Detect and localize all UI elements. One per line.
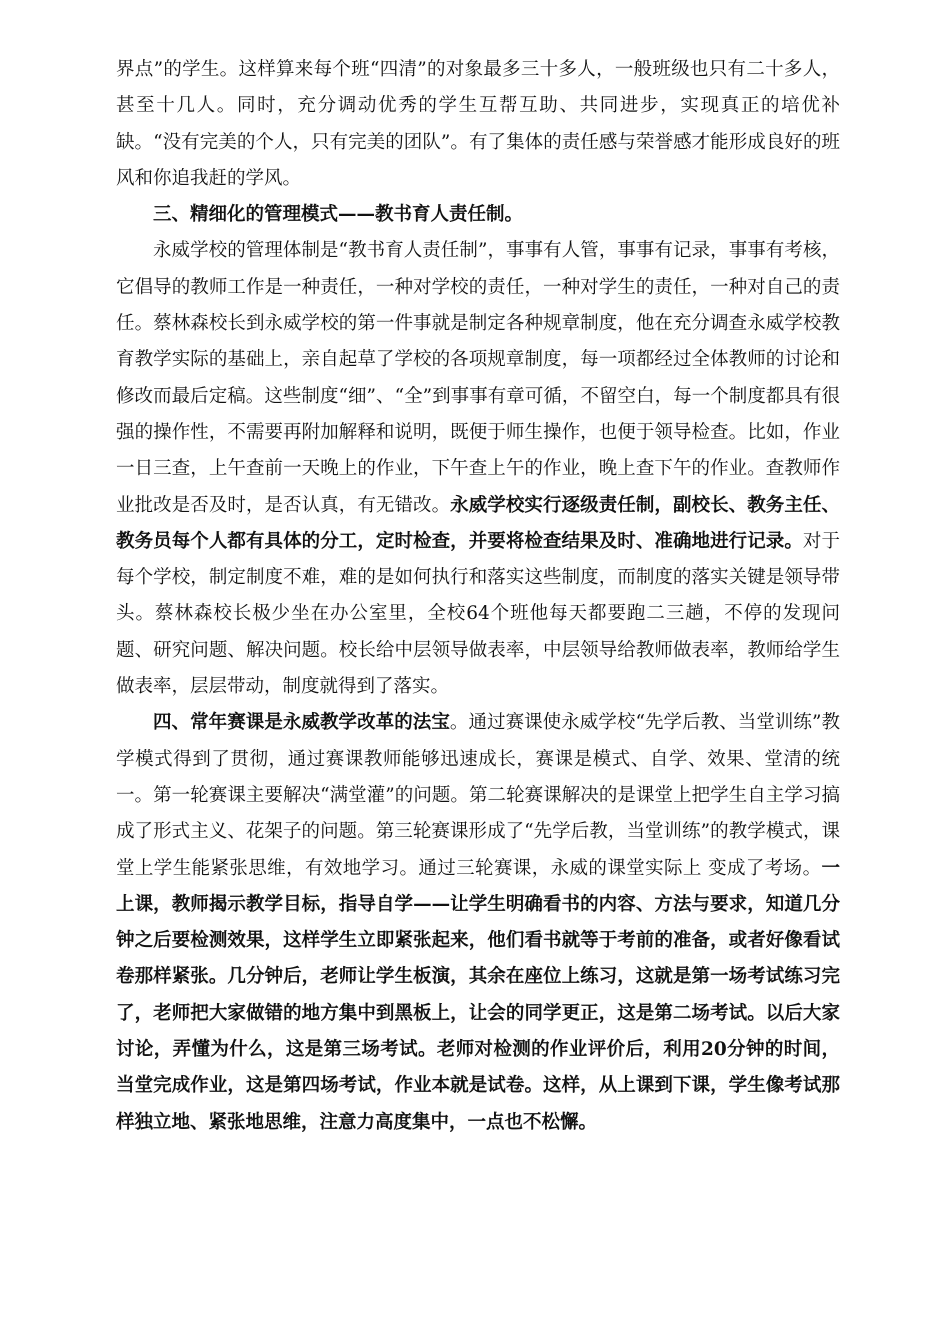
paragraph-continuation [116, 52, 840, 197]
document-page [116, 52, 840, 1141]
paragraph-text: 界点”的学生。这样算来每个班“四清”的对象最多三十多人，一般班级也只有二十多人，甚至十几人。同时，充分调动优秀的学生互帮互助、共同进步，实现真正的培优补缺。“没有完美的个人，只有完美的团队”。有了集体的责任感与荣誉感才能形成良好的班风和你追我赶的学风。 [116, 59, 840, 189]
paragraph-contest [116, 705, 840, 1141]
bold-text: 永威学校实行逐级责任制，副校长、教务主任、教务员每个人都有具体的分工，定时检查，并要将检查结果及时、准确地进行记录。 [116, 494, 840, 552]
bold-text: 一上课，教师揭示教学目标，指导自学——让学生明确看书的内容、方法与要求，知道几分钟之后要检测效果，这样学生立即紧张起来，他们看书就等于考前的准备，或者好像看试卷那样紧张。几分钟后，老师让学生板演，其余在座位上练习，这就是第一场考试练习完了，老师把大家做错的地方集中到黑板上，让会的同学更正，这是第二场考试。以后大家讨论，弄懂为什么，这是第三场考试。老师对检测的作业评价后，利用20分钟的时间，当堂完成作业，这是第四场考试，作业本就是试卷。这样，从上课到下课，学生像考试那样独立地、紧张地思维，注意力高度集中，一点也不松懈。 [116, 857, 840, 1133]
section-heading-3: 三、精细化的管理模式——教书育人责任制。 [153, 204, 524, 226]
section-heading-4: 四、常年赛课是永威教学改革的法宝 [153, 712, 450, 734]
paragraph-text: 。通过赛课使永威学校“先学后教、当堂训练”教学模式得到了贯彻，通过赛课教师能够迅速成长，赛课是模式、自学、效果、堂清的统一。第一轮赛课主要解决“满堂灌”的问题。第二轮赛课解决的是课堂上把学生自主学习搞成了形式主义、花架子的问题。第三轮赛课形成了“先学后教，当堂训练”的教学模式，课堂上学生能紧张思维，有效地学习。通过三轮赛课，永威的课堂实际上 变成了考场。 [116, 712, 840, 879]
paragraph-management [116, 233, 840, 705]
paragraph-text: 永威学校的管理体制是“教书育人责任制”，事事有人管，事事有记录，事事有考核，它倡导的教师工作是一种责任，一种对学校的责任，一种对学生的责任，一种对自己的责任。蔡林森校长到永威学校的第一件事就是制定各种规章制度，他在充分调查永威学校教育教学实际的基础上，亲自起草了学校的各项规章制度，每一项都经过全体教师的讨论和修改而最后定稿。这些制度“细”、“全”到事事有章可循，不留空白，每一个制度都具有很强的操作性，不需要再附加解释和说明，既便于师生操作，也便于领导检查。比如，作业一日三查，上午查前一天晚上的作业，下午查上午的作业，晚上查下午的作业。查教师作业批改是否及时，是否认真，有无错改。 [116, 240, 840, 516]
paragraph-text: 对于每个学校，制定制度不难，难的是如何执行和落实这些制度，而制度的落实关键是领导带头。蔡林森校长极少坐在办公室里，全校64个班他每天都要跑二三趟，不停的发现问题、研究问题、解决问题。校长给中层领导做表率，中层领导给教师做表率，教师给学生做表率，层层带动，制度就得到了落实。 [116, 530, 840, 698]
